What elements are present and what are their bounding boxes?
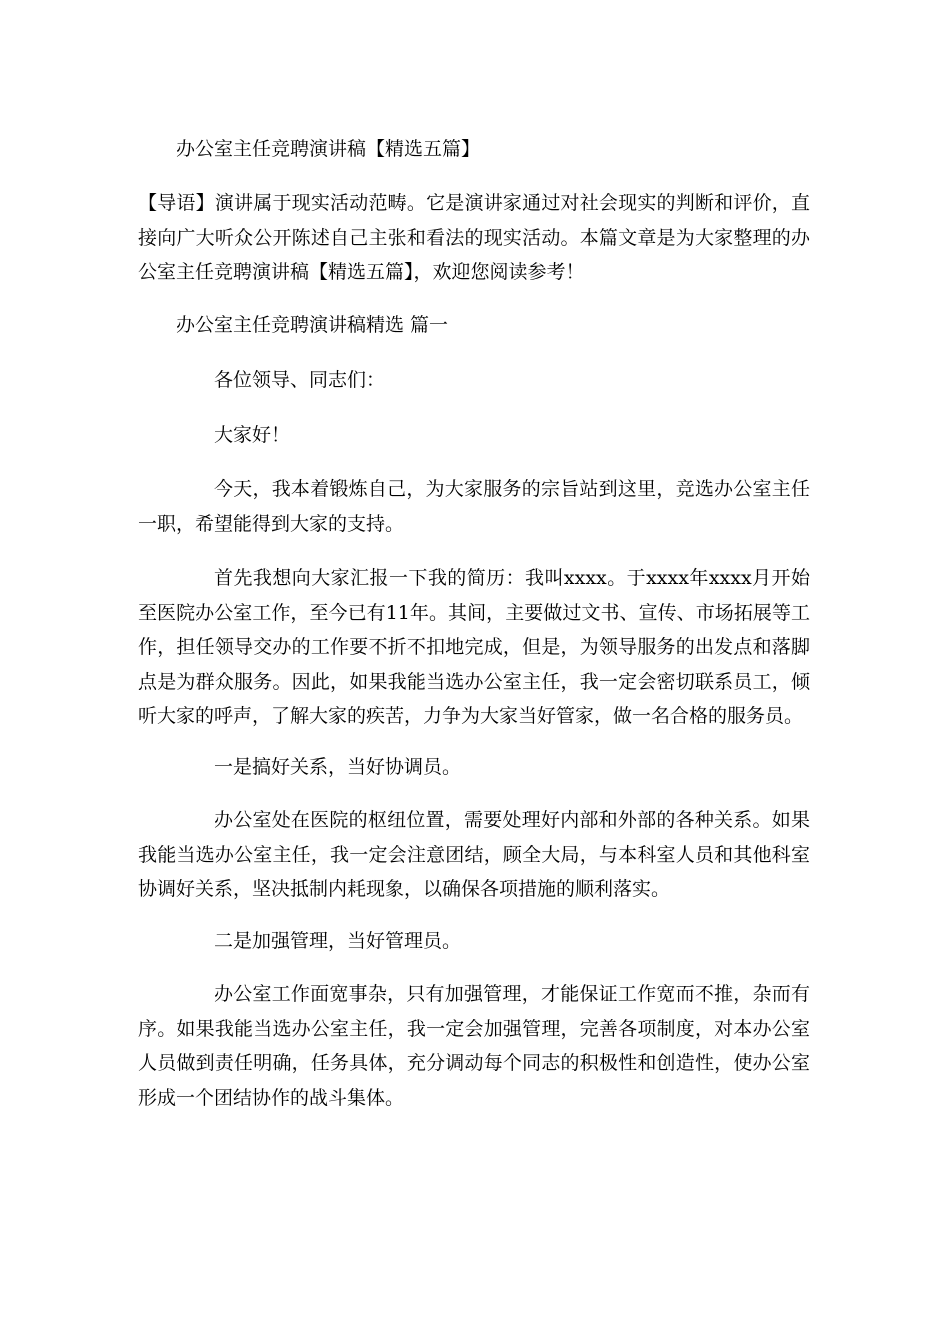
body-paragraph: 办公室处在医院的枢纽位置，需要处理好内部和外部的各种关系。如果我能当选办公室主任，我一定会注意团结，顾全大局，与本科室人员和其他科室协调好关系，坚决抵制内耗现象，以确保各项措施的顺利落实。 bbox=[138, 809, 810, 900]
point-heading: 二是加强管理，当好管理员。 bbox=[214, 930, 462, 952]
intro-paragraph: 【导语】演讲属于现实活动范畴。它是演讲家通过对社会现实的判断和评价，直接向广大听众公开陈述自己主张和看法的现实活动。本篇文章是为大家整理的办公室主任竞聘演讲稿【精选五篇】，欢迎您阅读参考！ bbox=[138, 192, 810, 283]
body-paragraph: 今天，我本着锻炼自己，为大家服务的宗旨站到这里，竞选办公室主任一职，希望能得到大家的支持。 bbox=[138, 478, 810, 535]
greeting: 大家好！ bbox=[214, 424, 291, 446]
body-paragraph: 办公室工作面宽事杂，只有加强管理，才能保证工作宽而不推，杂而有序。如果我能当选办公室主任，我一定会加强管理，完善各项制度，对本办公室人员做到责任明确，任务具体，充分调动每个同志的积极性和创造性，使办公室形成一个团结协作的战斗集体。 bbox=[138, 983, 810, 1109]
document-title: 办公室主任竞聘演讲稿【精选五篇】 bbox=[176, 138, 481, 160]
salutation: 各位领导、同志们： bbox=[214, 369, 386, 391]
section-heading: 办公室主任竞聘演讲稿精选 篇一 bbox=[176, 314, 449, 336]
point-heading: 一是搞好关系，当好协调员。 bbox=[214, 756, 462, 778]
body-paragraph: 首先我想向大家汇报一下我的简历：我叫xxxx。于xxxx年xxxx月开始至医院办公室工作，至今已有11年。其间，主要做过文书、宣传、市场拓展等工作，担任领导交办的工作要不折不扣地完成，但是，为领导服务的出发点和落脚点是为群众服务。因此，如果我能当选办公室主任，我一定会密切联系员工，倾听大家的呼声，了解大家的疾苦，力争为大家当好管家，做一名合格的服务员。 bbox=[138, 567, 810, 727]
